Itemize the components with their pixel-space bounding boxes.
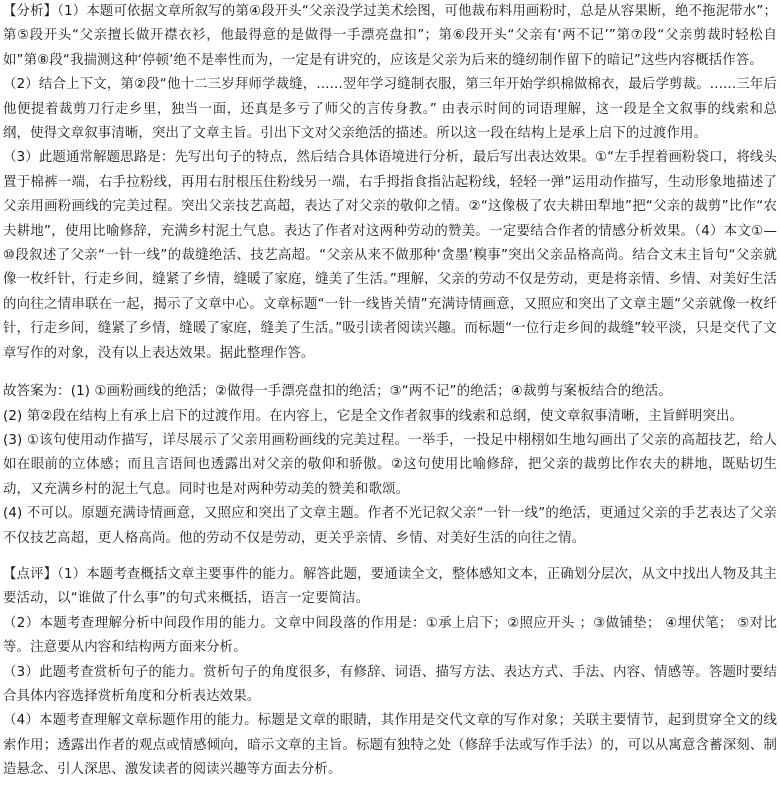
analysis-paragraph-1: 【分析】（1）本题可依据文章所叙写的第④段开头“父亲没学过美术绘图，可他裁布料用画粉时，总是从容果断，绝不拖泥带水”；第⑤段开头“父亲擅长做开襟衣衫，他最得意的是做得一手漂亮盘扣”；第⑥段开头“父亲有‘两不记’”第⑦段“父亲剪裁时轻松自如”第⑧段“我揣测这种‘停顿’绝不是率性而为，一定是有讲究的，应该是父亲为后来的缝纫制作留下的暗记”这些内容概括作答。 [3,4,777,68]
review-paragraph-4: （4）本题考查理解文章标题作用的能力。标题是文章的眼睛，其作用是交代文章的写作对象；关联主要情节，起到贯穿全文的线索作用；透露出作者的观点或情感倾向，暗示文章的主旨。标题有独特之处（修辞手法或写作手法）的，可以从寓意含蓄深刻、制造悬念、引人深思、激发读者的阅读兴趣等方面去分析。 [3,713,777,778]
answer-paragraph-1: 故答案为：(1) ①画粉画线的绝活；②做得一手漂亮盘扣的绝活；③“两不记”的绝活；④裁剪与案板结合的绝活。 [3,384,672,400]
answer-section [3,380,777,551]
answer-paragraph-3: (3) ①该句使用动作描写，详尽展示了父亲用画粉画线的完美过程。一举手，一投足中栩栩如生地勾画出了父亲的高超技艺，给人如在眼前的立体感；而且言语间也透露出对父亲的敬仰和骄傲。②这句使用比喻修辞，把父亲的裁剪比作农夫的耕地，既贴切生动，又充满乡村的泥土气息。同时也是对两种劳动美的赞美和歌颂。 [3,432,777,497]
analysis-section [3,0,777,366]
answer-paragraph-4: (4) 不可以。原题充满诗情画意，又照应和突出了文章主题。作者不光记叙父亲“一针一线”的绝活，更通过父亲的手艺表达了父亲不仅技艺高超，更人格高尚。他的劳动不仅是劳动，更关乎亲情、乡情、对美好生活的向往之情。 [3,506,777,546]
review-paragraph-2: （2）本题考查理解分析中间段作用的能力。文章中间段落的作用是：①承上启下；②照应开头 ；③做铺垫； ④埋伏笔； ⑤对比等。注意要从内容和结构两方面来分析。 [3,615,777,656]
review-paragraph-1: 【点评】（1）本题考查概括文章主要事件的能力。解答此题，要通读全文，整体感知文本，正确划分层次，从文中找出人物及其主要活动，以“谁做了什么事”的句式来概括，语言一定要简洁。 [3,566,777,607]
answer-paragraph-2: (2) 第②段在结构上有承上启下的过渡作用。在内容上，它是全文作者叙事的线索和总纲，使文章叙事清晰，主旨鲜明突出。 [3,408,744,424]
analysis-paragraph-3: （3）此题通常解题思路是：先写出句子的特点，然后结合具体语境进行分析，最后写出表达效果。①“左手捏着画粉袋口，将线头置于棉裤一端，右手拉粉线，再用右肘根压住粉线另一端，右手拇指食指沾起粉线，轻轻一弹”运用动作描写，生动形象地描述了父亲用画粉画线的完美过程。突出父亲技艺高超，表达了对父亲的敬仰之情。②“这像极了农夫耕田犁地”把“父亲的裁剪”比作“农夫耕地”，使用比喻修辞，充满乡村泥土气息。表达了作者对这两种劳动的赞美。一定要结合作者的情感分析效果。（4）本文①—⑩段叙述了父亲“一针一线”的裁缝绝活、技艺高超。“父亲从来不做那种‘贪墨’糗事”突出父亲品格高尚。结合文末主旨句“父亲就像一枚纤针，行走乡间，缝紧了乡情，缝暖了家庭，缝美了生活。”理解，父亲的劳动不仅是劳动，更是将亲情、乡情、对美好生活的向往之情串联在一起，揭示了文章中心。文章标题“一针一线皆关情”充满诗情画意，又照应和突出了文章主题“父亲就像一枚纤针，行走乡间，缝紧了乡情，缝暖了家庭，缝美了生活。”吸引读者阅读兴趣。而标题“一位行走乡间的裁缝”较平淡，只是交代了文章写作的对象，没有以上表达效果。据此整理作答。 [3,150,777,361]
section-spacer [3,551,777,563]
analysis-paragraph-2: （2）结合上下文，第②段“他十二三岁拜师学裁缝，......翌年学习缝制衣服，第三年开始学织棉做棉衣，最后学剪裁。......三年后他便提着裁剪刀行走乡里，独当一面，还真是多亏了师父的言传身教。” 由表示时间的词语理解，这一段是全文叙事的线索和总纲，使得文章叙事清晰，突出了文章主旨。引出下文对父亲绝活的描述。所以这一段在结构上是承上启下的过渡作用。 [3,77,777,142]
review-paragraph-3: （3）此题考查赏析句子的能力。赏析句子的角度很多，有修辞、词语、描写方法、表达方式、手法、内容、情感等。答题时要结合具体内容选择赏析角度和分析表达效果。 [3,664,777,704]
section-spacer [3,366,777,380]
review-section [3,563,777,783]
